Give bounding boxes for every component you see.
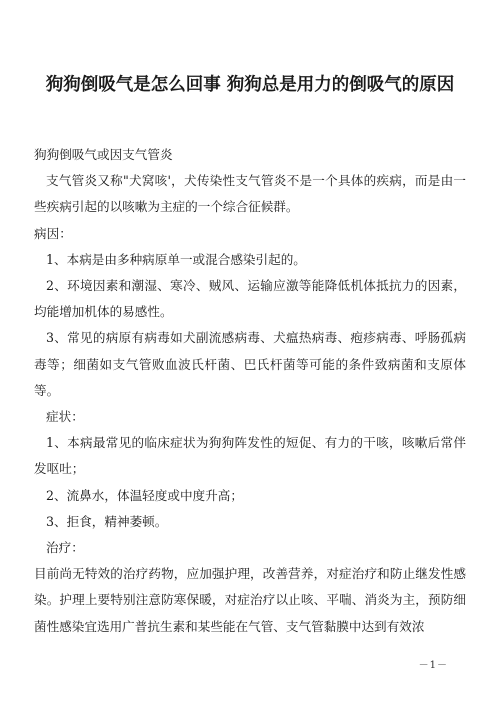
document-body [34,142,466,640]
paragraph: 治疗： [46,540,84,556]
paragraph: 狗狗倒吸气或因支气管炎 [34,147,173,162]
paragraph: 2、流鼻水，体温轻度或中度升高； [46,487,243,503]
paragraph: 1、本病是由多种病原单一或混合感染引起的。 [46,251,306,267]
paragraph: 3、常见的病原有病毒如犬副流感病毒、犬瘟热病毒、疱疹病毒、呼肠孤病毒等；细菌如支气管败血波氏杆菌、巴氏杆菌等可能的条件致病菌和支原体等。 [34,330,466,398]
paragraph: 病因： [34,225,72,241]
paragraph: 2、环境因素和潮湿、寒冷、贼风、运输应激等能降低机体抵抗力的因素，均能增加机体的易感性。 [34,278,466,320]
paragraph: 3、拒食，精神萎顿。 [46,513,168,529]
paragraph: 症状： [46,409,84,425]
paragraph: 目前尚无特效的治疗药物，应加强护理，改善营养，对症治疗和防止继发性感染。护理上要特别注意防寒保暖，对症治疗以止咳、平喘、消炎为主，预防细菌性感染宜选用广普抗生素和某些能在气管、支气管黏膜中达到有效浓 [34,566,466,634]
page-number: －1－ [418,660,448,671]
paragraph: 1、本病最常见的临床症状为狗狗阵发性的短促、有力的干咳，咳嗽后常伴发呕吐； [34,435,466,477]
paragraph: 支气管炎又称"犬窝咳'，犬传染性支气管炎不是一个具体的疾病，而是由一些疾病引起的以咳嗽为主症的一个综合征候群。 [34,173,466,215]
document-title: 狗狗倒吸气是怎么回事 狗狗总是用力的倒吸气的原因 [45,75,455,95]
